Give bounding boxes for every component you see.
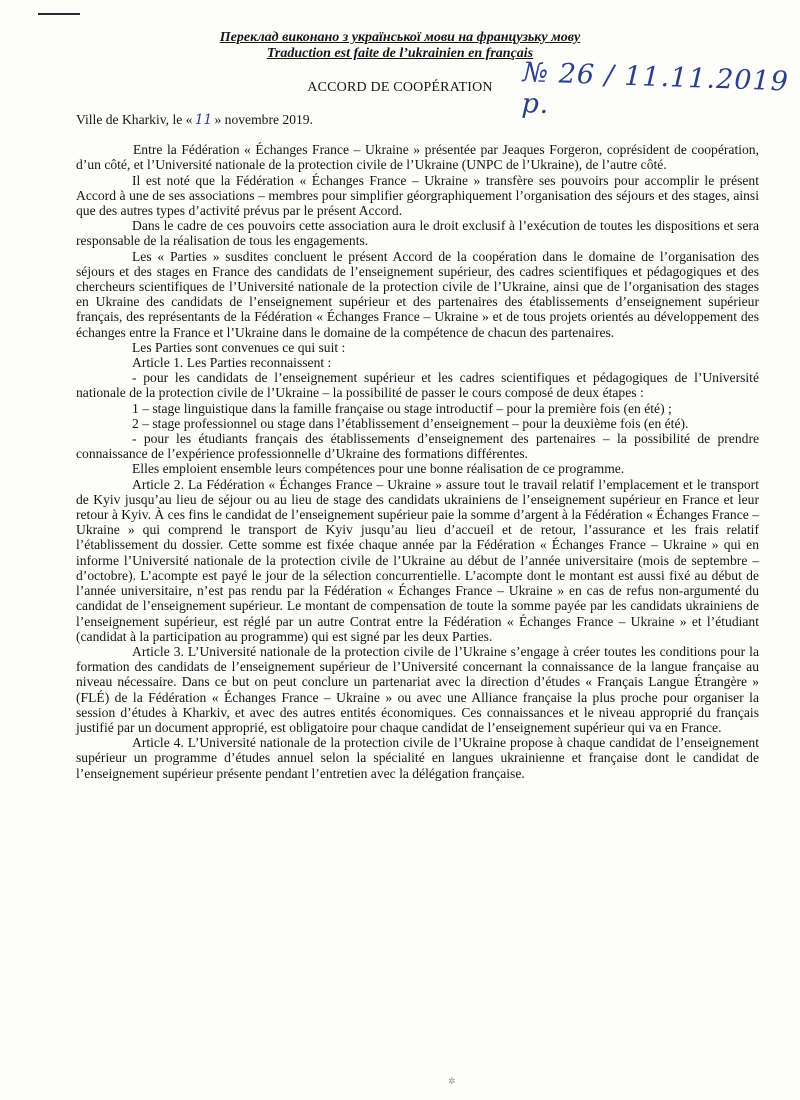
article-1-competences: Elles emploient ensemble leurs compétences pour une bonne réalisation de ce programme.: [132, 461, 625, 477]
article-3: Article 3. L’Université nationale de la protection civile de l’Ukraine s’engage à créer toutes les conditions pour la formation des candidats de l’enseignement supérieur de l’Université concernant la connaissance de la langue française au niveau nécessaire. Dans ce but on peut conclure un partenariat avec la direction d’études « Français Langue Étrangère » (FLÉ) de la Fédération « Échanges France – Ukraine » ou avec une Alliance française la plus proche pour organiser la session d’études à Kharkiv, et avec des autres entités économiques. Ces connaissances et le niveau approprié du français justifié par un document approprié, est obligatoire pour chaque candidat de l’enseignement supérieur qui va en France.: [76, 643, 759, 735]
article-2: Article 2. La Fédération « Échanges France – Ukraine » assure tout le travail relatif l’emplacement et le transport de Kyiv jusqu’au lieu de séjour ou au lieu de stage des candidats ukrainiens de l’enseignement supérieur en France et leur retour à Kyiv. À ces fins le candidat de l’enseignement supérieur paie la somme d’argent à la Fédération « Échanges France – Ukraine » qui comprend le transport de Kyiv jusqu’au lieu d’accueil et de retour, l’assurance et les frais relatif l’établissement du dossier. Cette somme est fixée chaque année par la Fédération « Échanges France – Ukraine » qui en informe l’Université nationale de la protection civile de l’Ukraine au début de l’année universitaire (mois de septembre – d’octobre). L’acompte est payé le jour de la sélection concurrentielle. L’acompte dont le montant est aussi fixé au début de l’année universitaire, n’est pas rendu par la Fédération « Échanges France – Ukraine » en cas de refus non-argumenté du candidat de l’enseignement supérieur. Le montant de compensation de toute la somme payée par les candidats ukrainiens de l’enseignement supérieur, est réglé par un autre Contrat entre la Fédération « Échanges France – Ukraine » et l’étudiant (candidat à la participation au programme) qui est signé par les deux Parties.: [76, 476, 759, 644]
handwritten-registration-number: № 26 / 11.11.2019 р.: [521, 57, 790, 121]
translation-note-ukrainian: Переклад виконано з української мови на французьку мову: [219, 30, 581, 45]
article-1-heading: Article 1. Les Parties reconnaissent :: [132, 355, 332, 371]
article-1-stage-1: 1 – stage linguistique dans la famille française ou stage introductif – pour la première fois (en été) ;: [132, 400, 672, 416]
article-1-candidates: - pour les candidats de l’enseignement supérieur et les cadres scientifiques et pédagogiques de l’Université nationale de la protection civile de l’Ukraine – la possibilité de passer le cours composé de deux étapes :: [76, 370, 759, 401]
paragraph-agreed: Les Parties sont convenues ce qui suit :: [132, 339, 346, 355]
article-1-stage-2: 2 – stage professionnel ou stage dans l’établissement d’enseignement – pour la deuxième fois (en été).: [132, 415, 689, 431]
handwritten-day: 11: [194, 112, 213, 128]
scan-speck: ✲: [448, 1076, 456, 1086]
paragraph-parties: Entre la Fédération « Échanges France – Ukraine » présentée par Jeaques Forgeron, coprésident de coopération, d’un côté, et l’Université nationale de la protection civile de l’Ukraine (UNPC de l’Ukraine), de l’autre côté.: [76, 142, 759, 173]
paragraph-scope: Les « Parties » susdites concluent le présent Accord de la coopération dans le domaine de l’organisation des séjours et des stages en France des candidats de l’enseignement supérieur, des cadres scientifiques et pédagogiques et des chercheurs scientifiques de l’Université nationale de la protection civile de l’Ukraine, ainsi que de l’organisation des stages en Ukraine des candidats de l’enseignement supérieur et des partenaires des établissements d’enseignement supérieur français, des représentants de la Fédération « Échanges France – Ukraine » et de tous projets orientés au développement des échanges entre la France et l’Ukraine dans le domaine de la compétence de chacun des partenaires.: [76, 248, 759, 340]
date-line: Ville de Kharkiv, le « 11 » novembre 2019.: [76, 112, 314, 128]
document-title: ACCORD DE COOPÉRATION: [307, 80, 493, 95]
article-4: Article 4. L’Université nationale de la protection civile de l’Ukraine propose à chaque candidat de l’enseignement supérieur un programme d’études annuel selon la spécialité en langues ukrainienne et française dont le candidat de l’enseignement supérieur présente pendant l’entretien avec la délégation française.: [76, 735, 759, 781]
document-body: [76, 112, 759, 781]
paragraph-transfer-powers: Il est noté que la Fédération « Échanges France – Ukraine » transfère ses pouvoirs pour accomplir le présent Accord à une de ses associations – membres pour simplifier géorgraphiquement l’organisation des séjours et des stages, ainsi que des autres types d’activité prévus par le présent Accord.: [76, 172, 759, 219]
article-1-french-students: - pour les étudiants français des établissements d’enseignement des partenaires – la possibilité de prendre connaissance de l’expérience professionnelle d’Ukraine des formations différentes.: [76, 431, 759, 462]
scan-edge-mark: [38, 13, 80, 15]
paragraph-exclusive-right: Dans le cadre de ces pouvoirs cette association aura le droit exclusif à l’exécution de toutes les dispositions et sera responsable de la réalisation de tous les engagements.: [76, 218, 759, 249]
translation-note-french: Traduction est faite de l’ukrainien en français: [266, 46, 534, 61]
